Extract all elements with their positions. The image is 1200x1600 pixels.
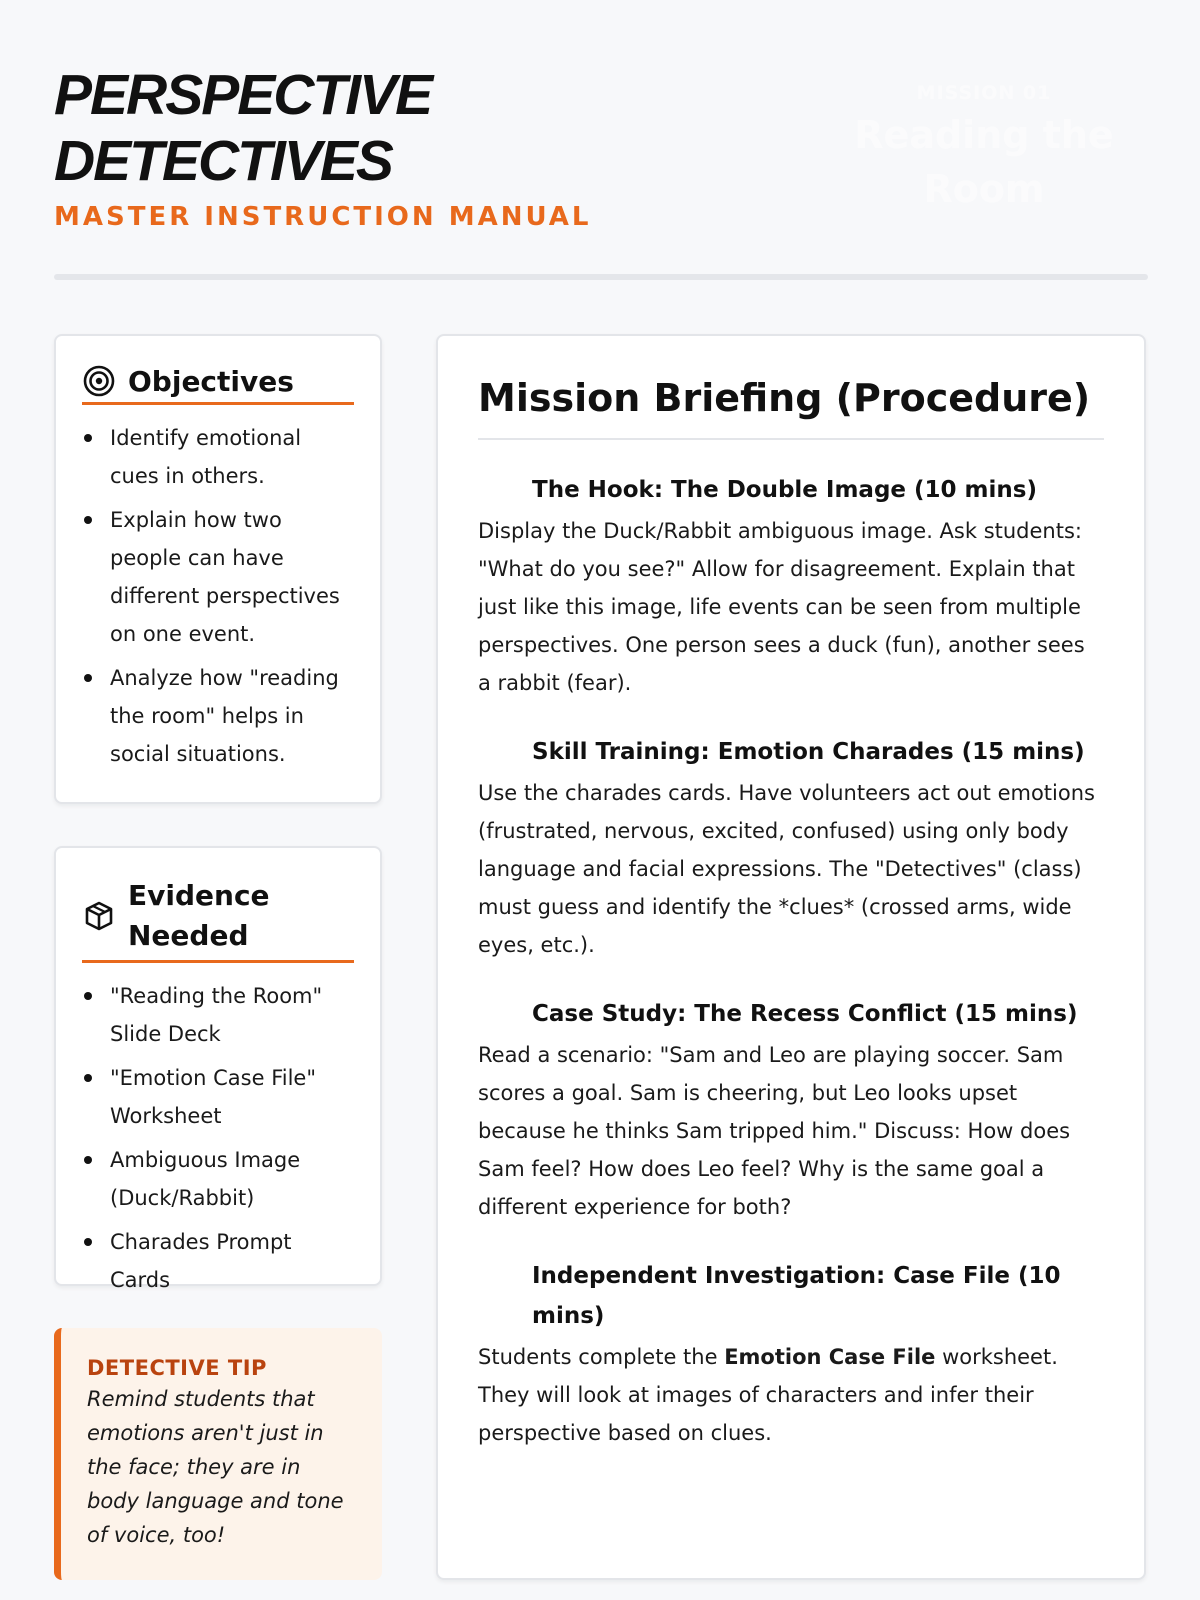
target-icon [82,364,116,398]
procedure-step [478,470,1104,702]
procedure-step [478,1256,1104,1452]
step-heading: Case Study: The Recess Conflict (15 mins) [532,1001,1078,1027]
page-subtitle: MASTER INSTRUCTION MANUAL [54,202,592,232]
objectives-heading: Objectives [128,364,294,398]
evidence-header [82,876,354,963]
objectives-list [82,419,354,773]
step-body: Use the charades cards. Have volunteers act out emotions (frustrated, nervous, excited, confused) using only body language and facial expressions. The "Detectives" (class) must guess and identify the *clues* (crossed arms, wide eyes, etc.). [478,781,1095,957]
procedure-step [478,732,1104,964]
detective-tip [54,1328,382,1580]
evidence-list [82,977,354,1299]
worksheet-name: Emotion Case File [724,1345,936,1369]
step-body [478,1338,1104,1452]
step-heading: Skill Training: Emotion Charades (15 mins) [532,739,1085,765]
mission-name: Reading the Room [854,113,1114,211]
step-heading: Independent Investigation: Case File (10 mins) [532,1263,1061,1329]
step-heading: The Hook: The Double Image (10 mins) [532,477,1037,503]
list-item: "Emotion Case File" Worksheet [82,1059,354,1135]
title-line-2: DETECTIVES [54,129,392,193]
page-title [54,62,574,194]
list-item: Charades Prompt Cards [82,1223,354,1299]
step-body: Read a scenario: "Sam and Leo are playing soccer. Sam scores a goal. Sam is cheering, but Leo looks upset because he thinks Sam tripped him." Discuss: How does Sam feel? How does Leo feel? Why is the same goal a different experience for both? [478,1043,1071,1219]
step-body: Display the Duck/Rabbit ambiguous image. Ask students: "What do you see?" Allow for disagreement. Explain that just like this image, life events can be seen from multiple perspectives. One person sees a duck (fun), another sees a rabbit (fear). [478,519,1085,695]
box-icon [82,899,116,933]
step-body-text: Students complete the [478,1345,725,1369]
step-body-text: worksheet. They will look at images of characters and infer their perspective based on clues. [478,1345,1058,1445]
list-item: "Reading the Room" Slide Deck [82,977,354,1053]
evidence-card [54,846,382,1292]
objectives-card [54,334,382,804]
header-divider [54,274,1148,280]
tip-title: DETECTIVE TIP [87,1356,267,1380]
briefing-title: Mission Briefing (Procedure) [478,376,1104,440]
evidence-heading: Evidence Needed [128,879,270,952]
tip-body: Remind students that emotions aren't just in the face; they are in body language and tone of voice, too! [87,1387,344,1547]
list-item: Ambiguous Image (Duck/Rabbit) [82,1141,354,1217]
title-line-1: PERSPECTIVE [54,63,432,127]
list-item: Analyze how "reading the room" helps in social situations. [82,659,354,773]
objectives-header [82,364,354,405]
page-header [54,62,1148,282]
list-item: Identify emotional cues in others. [82,419,354,495]
mission-number: MISSION 01 [916,82,1052,104]
mission-badge [814,82,1154,216]
list-item: Explain how two people can have different perspectives on one event. [82,501,354,653]
procedure-step [478,994,1104,1226]
briefing-card [436,334,1146,1580]
